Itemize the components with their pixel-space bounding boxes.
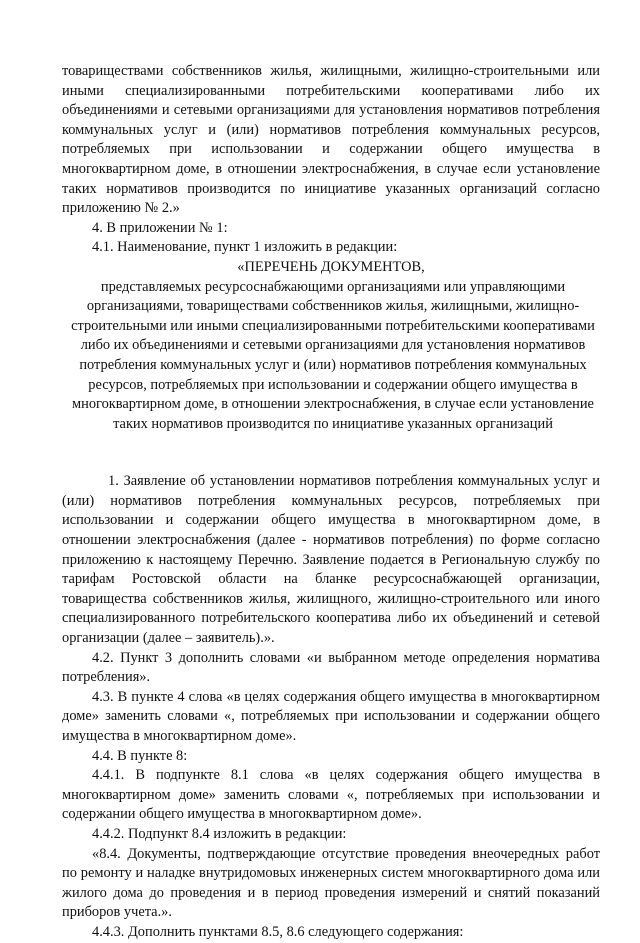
paragraph-item-4: 4. В приложении № 1: [92, 219, 228, 236]
paragraph-item-4-3: 4.3. В пункте 4 слова «в целях содержания общего имущества в многоквартирном доме» заменить словами «, потребляемых при использовании и содержании общего имущества в многоквартирном доме». [62, 688, 600, 744]
paragraph-item-4-4-3: 4.4.3. Дополнить пунктами 8.5, 8.6 следующего содержания: [92, 923, 464, 940]
paragraph-item-4-1: 4.1. Наименование, пункт 1 изложить в редакции: [92, 239, 398, 256]
list-subtitle: представляемых ресурсоснабжающими организациями или управляющими организациями, товариществами собственников жилья, жилищными, жилищно-строительными или иными специализированными потребительскими кооперативами либо их объединениями и сетевыми организациями для установления нормативов потребления коммунальных услуг и (или) нормативов потребления коммунальных ресурсов, потребляемых при использовании и содержании общего имущества в многоквартирном доме, в отношении электроснабжения, в случае если установление таких нормативов производится по инициативе указанных организаций [71, 278, 595, 432]
paragraph-item-4-4: 4.4. В пункте 8: [92, 747, 188, 764]
paragraph-point-1: 1. Заявление об установлении нормативов потребления коммунальных услуг и (или) нормативов потребления коммунальных ресурсов, потребляемых при использовании и содержании общего имущества в многоквартирном доме, в отношении электроснабжения (далее - нормативов потребления) по форме согласно приложению к настоящему Перечню. Заявление подается в Региональную службу по тарифам Ростовской области на бланке ресурсоснабжающей организации, товарищества собственников жилья, жилищного, жилищно-строительного или иного специализированного потребительского кооператива либо их объединений и сетевой организации (далее – заявитель).». [62, 473, 600, 647]
spacer [62, 434, 600, 472]
document-page [62, 62, 600, 943]
paragraph-item-4-4-1: 4.4.1. В подпункте 8.1 слова «в целях содержания общего имущества в многоквартирном доме» заменить словами «, потребляемых при использовании и содержании общего имущества в многоквартирном доме». [62, 767, 600, 823]
list-heading: «ПЕРЕЧЕНЬ ДОКУМЕНТОВ, [237, 258, 425, 275]
paragraph-item-4-4-2: 4.4.2. Подпункт 8.4 изложить в редакции: [92, 825, 347, 842]
paragraph-point-8-4: «8.4. Документы, подтверждающие отсутствие проведения внеочередных работ по ремонту и наладке внутридомовых инженерных систем многоквартирного дома или жилого дома до проведения и в период проведения измерений и снятий показаний приборов учета.». [62, 845, 600, 921]
paragraph-item-4-2: 4.2. Пункт 3 дополнить словами «и выбранном методе определения норматива потребления». [62, 649, 600, 686]
paragraph-continuation: товариществами собственников жилья, жилищными, жилищно-строительными или иными специализированными потребительскими кооперативами либо их объединениями и сетевыми организациями для установления нормативов потребления коммунальных услуг и (или) нормативов потребления коммунальных ресурсов, потребляемых при использовании и содержании общего имущества в многоквартирном доме, в отношении электроснабжения, в случае если установление таких нормативов производится по инициативе указанных организаций согласно приложению № 2.» [62, 63, 600, 217]
